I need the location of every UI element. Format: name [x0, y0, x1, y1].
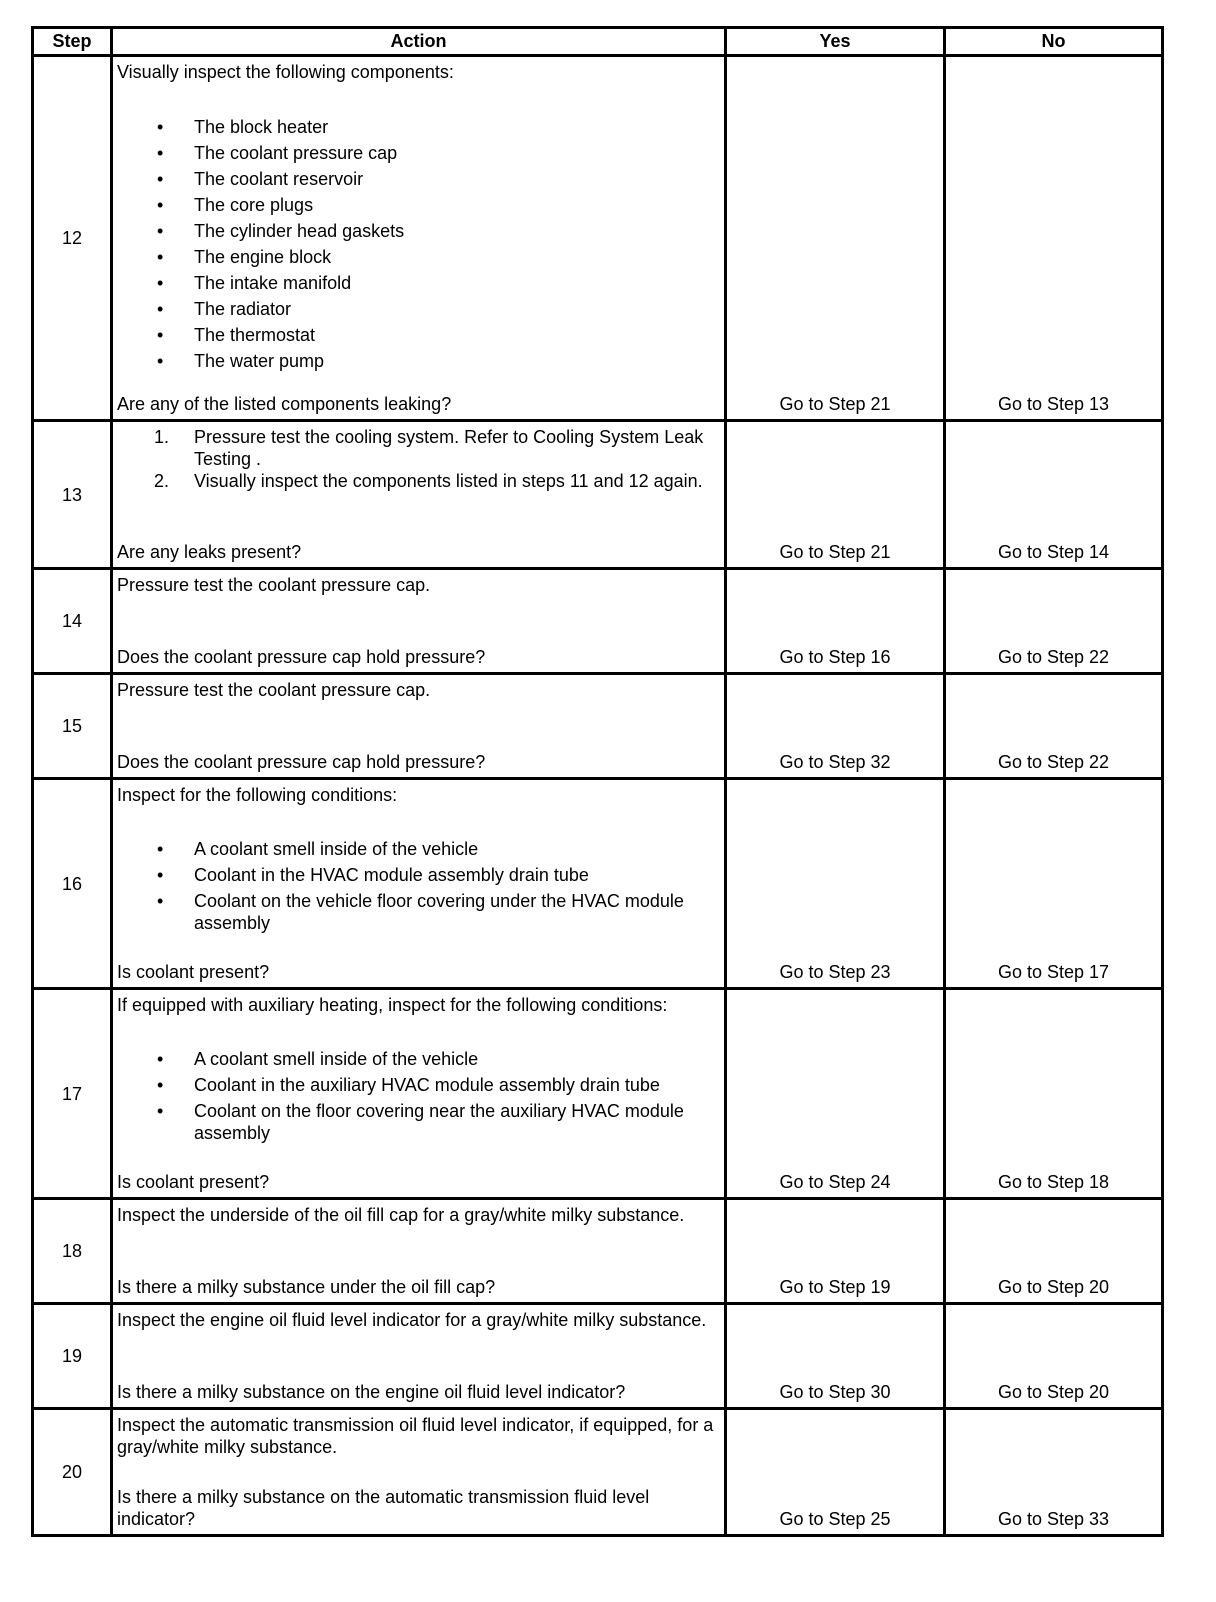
action-cell [112, 1304, 726, 1409]
header-step: Step [33, 28, 112, 56]
action-question: Is coolant present? [117, 1172, 270, 1192]
step-number: 13 [33, 421, 112, 569]
condition-list [117, 838, 718, 934]
table-row [33, 569, 1163, 674]
list-item: • The coolant reservoir [117, 166, 718, 192]
no-outcome: Go to Step 33 [945, 1409, 1163, 1536]
yes-outcome: Go to Step 16 [726, 569, 945, 674]
bullet-icon: • [157, 117, 164, 137]
action-question: Is there a milky substance on the automatic transmission fluid level indicator? [117, 1487, 650, 1529]
numbered-list [117, 426, 718, 492]
action-question: Are any of the listed components leaking? [117, 394, 452, 414]
step-number: 17 [33, 989, 112, 1199]
table-row [33, 56, 1163, 421]
yes-outcome: Go to Step 23 [726, 779, 945, 989]
header-no: No [945, 28, 1163, 56]
bullet-icon: • [157, 839, 164, 859]
step-number: 14 [33, 569, 112, 674]
step-number: 18 [33, 1199, 112, 1304]
header-yes: Yes [726, 28, 945, 56]
bullet-icon: • [157, 169, 164, 189]
table-row [33, 1199, 1163, 1304]
bullet-icon: • [157, 1075, 164, 1095]
action-question: Is coolant present? [117, 962, 270, 982]
bullet-icon: • [157, 273, 164, 293]
action-question: Does the coolant pressure cap hold pressure? [117, 647, 486, 667]
step-number: 12 [33, 56, 112, 421]
header-action: Action [112, 28, 726, 56]
bullet-icon: • [157, 221, 164, 241]
bullet-icon: • [157, 1049, 164, 1069]
table-row [33, 989, 1163, 1199]
list-item: • Coolant in the auxiliary HVAC module assembly drain tube [157, 1075, 660, 1095]
action-cell [112, 569, 726, 674]
list-item: • A coolant smell inside of the vehicle [157, 839, 479, 859]
action-cell [112, 1199, 726, 1304]
no-outcome: Go to Step 20 [945, 1199, 1163, 1304]
yes-outcome: Go to Step 24 [726, 989, 945, 1199]
list-item: • The intake manifold [117, 270, 718, 296]
bullet-icon: • [157, 1101, 164, 1121]
action-intro: Visually inspect the following components: [117, 62, 454, 82]
bullet-icon: • [157, 865, 164, 885]
list-item: • The thermostat [117, 322, 718, 348]
action-question: Is there a milky substance on the engine oil fluid level indicator? [117, 1382, 626, 1402]
list-item: • A coolant smell inside of the vehicle [157, 1049, 479, 1069]
table-row [33, 674, 1163, 779]
yes-outcome: Go to Step 21 [726, 56, 945, 421]
action-cell [112, 1409, 726, 1536]
action-intro: Pressure test the coolant pressure cap. [117, 680, 431, 700]
action-intro: If equipped with auxiliary heating, inspect for the following conditions: [117, 995, 668, 1015]
list-item: • The engine block [117, 244, 718, 270]
table-row [33, 1409, 1163, 1536]
component-list [117, 114, 718, 374]
bullet-icon: • [157, 143, 164, 163]
step-number: 20 [33, 1409, 112, 1536]
step-number: 15 [33, 674, 112, 779]
yes-outcome: Go to Step 25 [726, 1409, 945, 1536]
action-cell [112, 56, 726, 421]
list-item: 1. Pressure test the cooling system. Refer to Cooling System Leak Testing . [154, 427, 704, 469]
list-item: • The radiator [117, 296, 718, 322]
list-item: • The water pump [117, 348, 718, 374]
yes-outcome: Go to Step 21 [726, 421, 945, 569]
no-outcome: Go to Step 20 [945, 1304, 1163, 1409]
no-outcome: Go to Step 18 [945, 989, 1163, 1199]
action-question: Does the coolant pressure cap hold pressure? [117, 752, 486, 772]
bullet-icon: • [157, 351, 164, 371]
condition-list [117, 1048, 718, 1144]
step-number: 16 [33, 779, 112, 989]
list-item: • The coolant pressure cap [117, 140, 718, 166]
action-intro: Pressure test the coolant pressure cap. [117, 575, 431, 595]
bullet-icon: • [157, 299, 164, 319]
bullet-icon: • [157, 891, 164, 911]
no-outcome: Go to Step 22 [945, 674, 1163, 779]
table-row [33, 1304, 1163, 1409]
no-outcome: Go to Step 22 [945, 569, 1163, 674]
action-cell [112, 779, 726, 989]
list-item: 2. Visually inspect the components listed in steps 11 and 12 again. [154, 471, 703, 491]
step-number: 19 [33, 1304, 112, 1409]
action-intro: Inspect the automatic transmission oil fluid level indicator, if equipped, for a gray/white milky substance. [117, 1415, 714, 1457]
table-row [33, 421, 1163, 569]
table-row [33, 779, 1163, 989]
action-question: Are any leaks present? [117, 542, 302, 562]
diagnostic-table [31, 26, 1164, 1537]
header-row [33, 28, 1163, 56]
no-outcome: Go to Step 14 [945, 421, 1163, 569]
list-item: • The block heater [117, 114, 718, 140]
action-cell [112, 674, 726, 779]
bullet-icon: • [157, 247, 164, 267]
list-item: • The cylinder head gaskets [117, 218, 718, 244]
action-intro: Inspect the engine oil fluid level indicator for a gray/white milky substance. [117, 1310, 707, 1330]
list-item: • Coolant in the HVAC module assembly drain tube [157, 865, 589, 885]
yes-outcome: Go to Step 19 [726, 1199, 945, 1304]
action-question: Is there a milky substance under the oil fill cap? [117, 1277, 496, 1297]
no-outcome: Go to Step 13 [945, 56, 1163, 421]
action-cell [112, 989, 726, 1199]
bullet-icon: • [157, 195, 164, 215]
no-outcome: Go to Step 17 [945, 779, 1163, 989]
action-intro: Inspect for the following conditions: [117, 785, 398, 805]
yes-outcome: Go to Step 30 [726, 1304, 945, 1409]
list-item: • The core plugs [117, 192, 718, 218]
list-item: • Coolant on the floor covering near the auxiliary HVAC module assembly [157, 1101, 684, 1143]
action-cell [112, 421, 726, 569]
list-item: • Coolant on the vehicle floor covering under the HVAC module assembly [157, 891, 684, 933]
yes-outcome: Go to Step 32 [726, 674, 945, 779]
action-intro: Inspect the underside of the oil fill cap for a gray/white milky substance. [117, 1205, 685, 1225]
bullet-icon: • [157, 325, 164, 345]
